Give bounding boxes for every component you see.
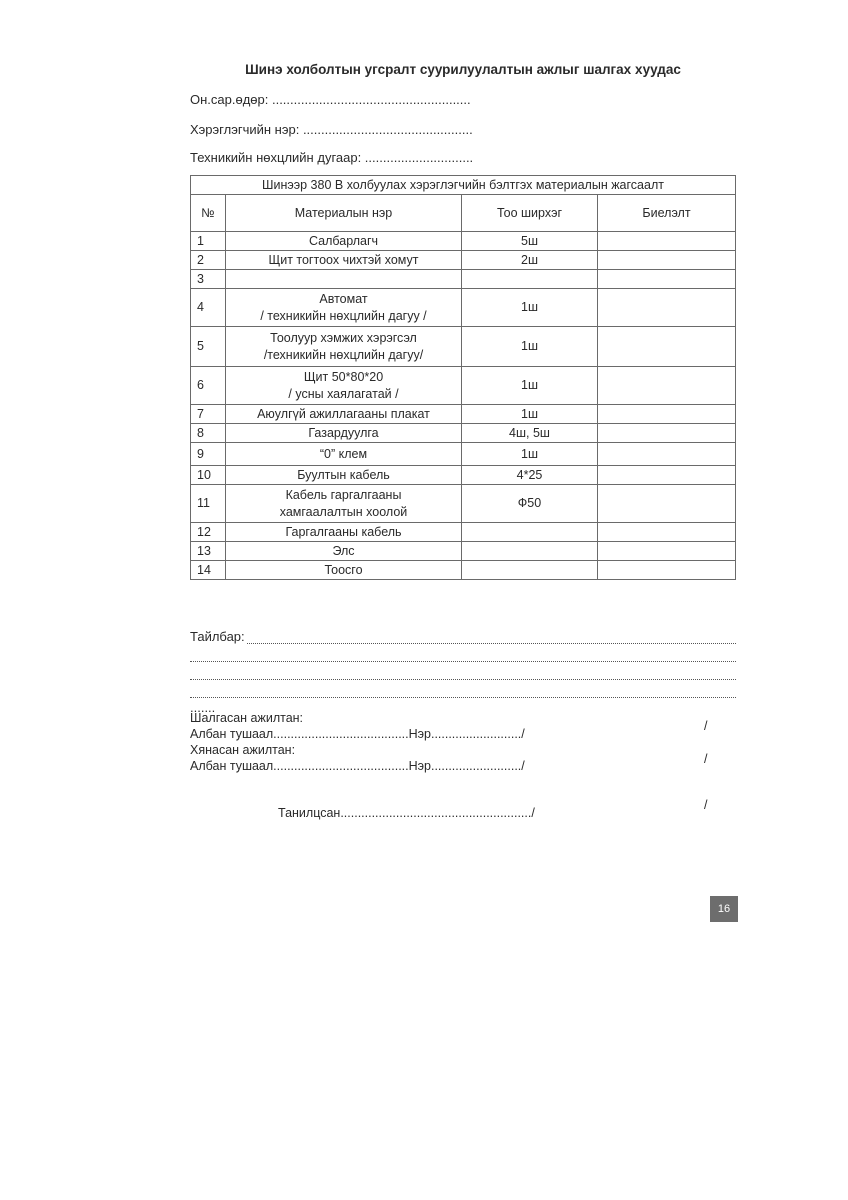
- row-number: 14: [191, 561, 226, 580]
- notes-tail: .......: [190, 700, 216, 715]
- table-row: [191, 424, 736, 443]
- row-fulfillment: [598, 251, 736, 270]
- table-row: [191, 289, 736, 327]
- table-row: [191, 485, 736, 523]
- table-row: [191, 327, 736, 367]
- table-caption-row: [191, 176, 736, 195]
- row-number: 6: [191, 367, 226, 405]
- supervised-slash: /: [704, 752, 708, 766]
- row-fulfillment: [598, 232, 736, 251]
- row-number: 3: [191, 270, 226, 289]
- row-material-name: Тоосго: [226, 561, 462, 580]
- table-row: [191, 367, 736, 405]
- row-number: 13: [191, 542, 226, 561]
- row-quantity: 1ш: [462, 289, 598, 327]
- row-quantity: 1ш: [462, 405, 598, 424]
- row-fulfillment: [598, 443, 736, 466]
- row-quantity: 5ш: [462, 232, 598, 251]
- notes-line: [190, 680, 736, 698]
- row-quantity: 1ш: [462, 443, 598, 466]
- row-number: 11: [191, 485, 226, 523]
- row-fulfillment: [598, 424, 736, 443]
- row-quantity: 4*25: [462, 466, 598, 485]
- table-caption: Шинээр 380 В холбуулах хэрэглэгчийн бэлтгэх материалын жагсаалт: [191, 176, 736, 195]
- row-fulfillment: [598, 327, 736, 367]
- row-material-name: Аюулгүй ажиллагааны плакат: [226, 405, 462, 424]
- table-body: [191, 232, 736, 580]
- row-material-name: Кабель гаргалгааны хамгаалалтын хоолой: [226, 485, 462, 523]
- header-material-name: Материалын нэр: [226, 195, 462, 232]
- row-fulfillment: [598, 367, 736, 405]
- row-number: 7: [191, 405, 226, 424]
- page-title: Шинэ холболтын угсралт суурилуулалтын ажлыг шалгах хуудас: [245, 62, 681, 77]
- checked-position-line: Албан тушаал.......................................Нэр........................../: [190, 727, 525, 741]
- row-quantity: 2ш: [462, 251, 598, 270]
- row-material-name: Щит тогтоох чихтэй хомут: [226, 251, 462, 270]
- row-quantity: 4ш, 5ш: [462, 424, 598, 443]
- table-row: [191, 251, 736, 270]
- table-row: [191, 466, 736, 485]
- table-row: [191, 405, 736, 424]
- header-quantity: Тоо ширхэг: [462, 195, 598, 232]
- row-number: 1: [191, 232, 226, 251]
- row-fulfillment: [598, 405, 736, 424]
- header-number: №: [191, 195, 226, 232]
- row-fulfillment: [598, 561, 736, 580]
- row-fulfillment: [598, 485, 736, 523]
- row-quantity: 1ш: [462, 327, 598, 367]
- row-fulfillment: [598, 542, 736, 561]
- row-quantity: [462, 523, 598, 542]
- row-number: 4: [191, 289, 226, 327]
- row-fulfillment: [598, 289, 736, 327]
- date-field: Он.сар.өдөр: .......................................................: [190, 92, 471, 107]
- row-material-name: “0” клем: [226, 443, 462, 466]
- row-quantity: [462, 270, 598, 289]
- table-row: [191, 523, 736, 542]
- row-material-name: Газардуулга: [226, 424, 462, 443]
- supervised-position-line: Албан тушаал.......................................Нэр........................../: [190, 759, 525, 773]
- row-number: 8: [191, 424, 226, 443]
- table-row: [191, 232, 736, 251]
- acknowledged-slash: /: [704, 798, 708, 812]
- row-number: 12: [191, 523, 226, 542]
- row-quantity: [462, 561, 598, 580]
- row-material-name: [226, 270, 462, 289]
- notes-line: [247, 631, 736, 644]
- row-quantity: 1ш: [462, 367, 598, 405]
- row-quantity: Ф50: [462, 485, 598, 523]
- table-row: [191, 270, 736, 289]
- notes-section: [190, 627, 736, 715]
- supervised-by-label: Хянасан ажилтан:: [190, 743, 296, 757]
- table-row: [191, 542, 736, 561]
- table-row: [191, 561, 736, 580]
- row-fulfillment: [598, 466, 736, 485]
- row-fulfillment: [598, 270, 736, 289]
- acknowledged-line: Танилцсан......................................................./: [278, 806, 535, 820]
- notes-label: Тайлбар:: [190, 629, 245, 644]
- row-number: 10: [191, 466, 226, 485]
- row-material-name: Автомат / техникийн нөхцлийн дагуу /: [226, 289, 462, 327]
- table-row: [191, 443, 736, 466]
- notes-line: [190, 644, 736, 662]
- tech-condition-number-field: Техникийн нөхцлийн дугаар: ..............................: [190, 150, 474, 165]
- row-material-name: Гаргалгааны кабель: [226, 523, 462, 542]
- row-fulfillment: [598, 523, 736, 542]
- row-number: 9: [191, 443, 226, 466]
- row-number: 2: [191, 251, 226, 270]
- row-material-name: Элс: [226, 542, 462, 561]
- notes-line: [190, 662, 736, 680]
- row-material-name: Буултын кабель: [226, 466, 462, 485]
- table-header-row: [191, 195, 736, 232]
- user-name-field: Хэрэглэгчийн нэр: ...............................................: [190, 122, 473, 137]
- row-material-name: Салбарлагч: [226, 232, 462, 251]
- header-fulfillment: Биелэлт: [598, 195, 736, 232]
- checked-slash: /: [704, 719, 708, 733]
- materials-table: [190, 175, 736, 580]
- row-quantity: [462, 542, 598, 561]
- row-material-name: Щит 50*80*20 / усны хаялагатай /: [226, 367, 462, 405]
- page-number-badge: 16: [710, 896, 738, 922]
- row-material-name: Тоолуур хэмжих хэрэгсэл /техникийн нөхцлийн дагуу/: [226, 327, 462, 367]
- row-number: 5: [191, 327, 226, 367]
- checked-by-label: Шалгасан ажилтан:: [190, 711, 304, 725]
